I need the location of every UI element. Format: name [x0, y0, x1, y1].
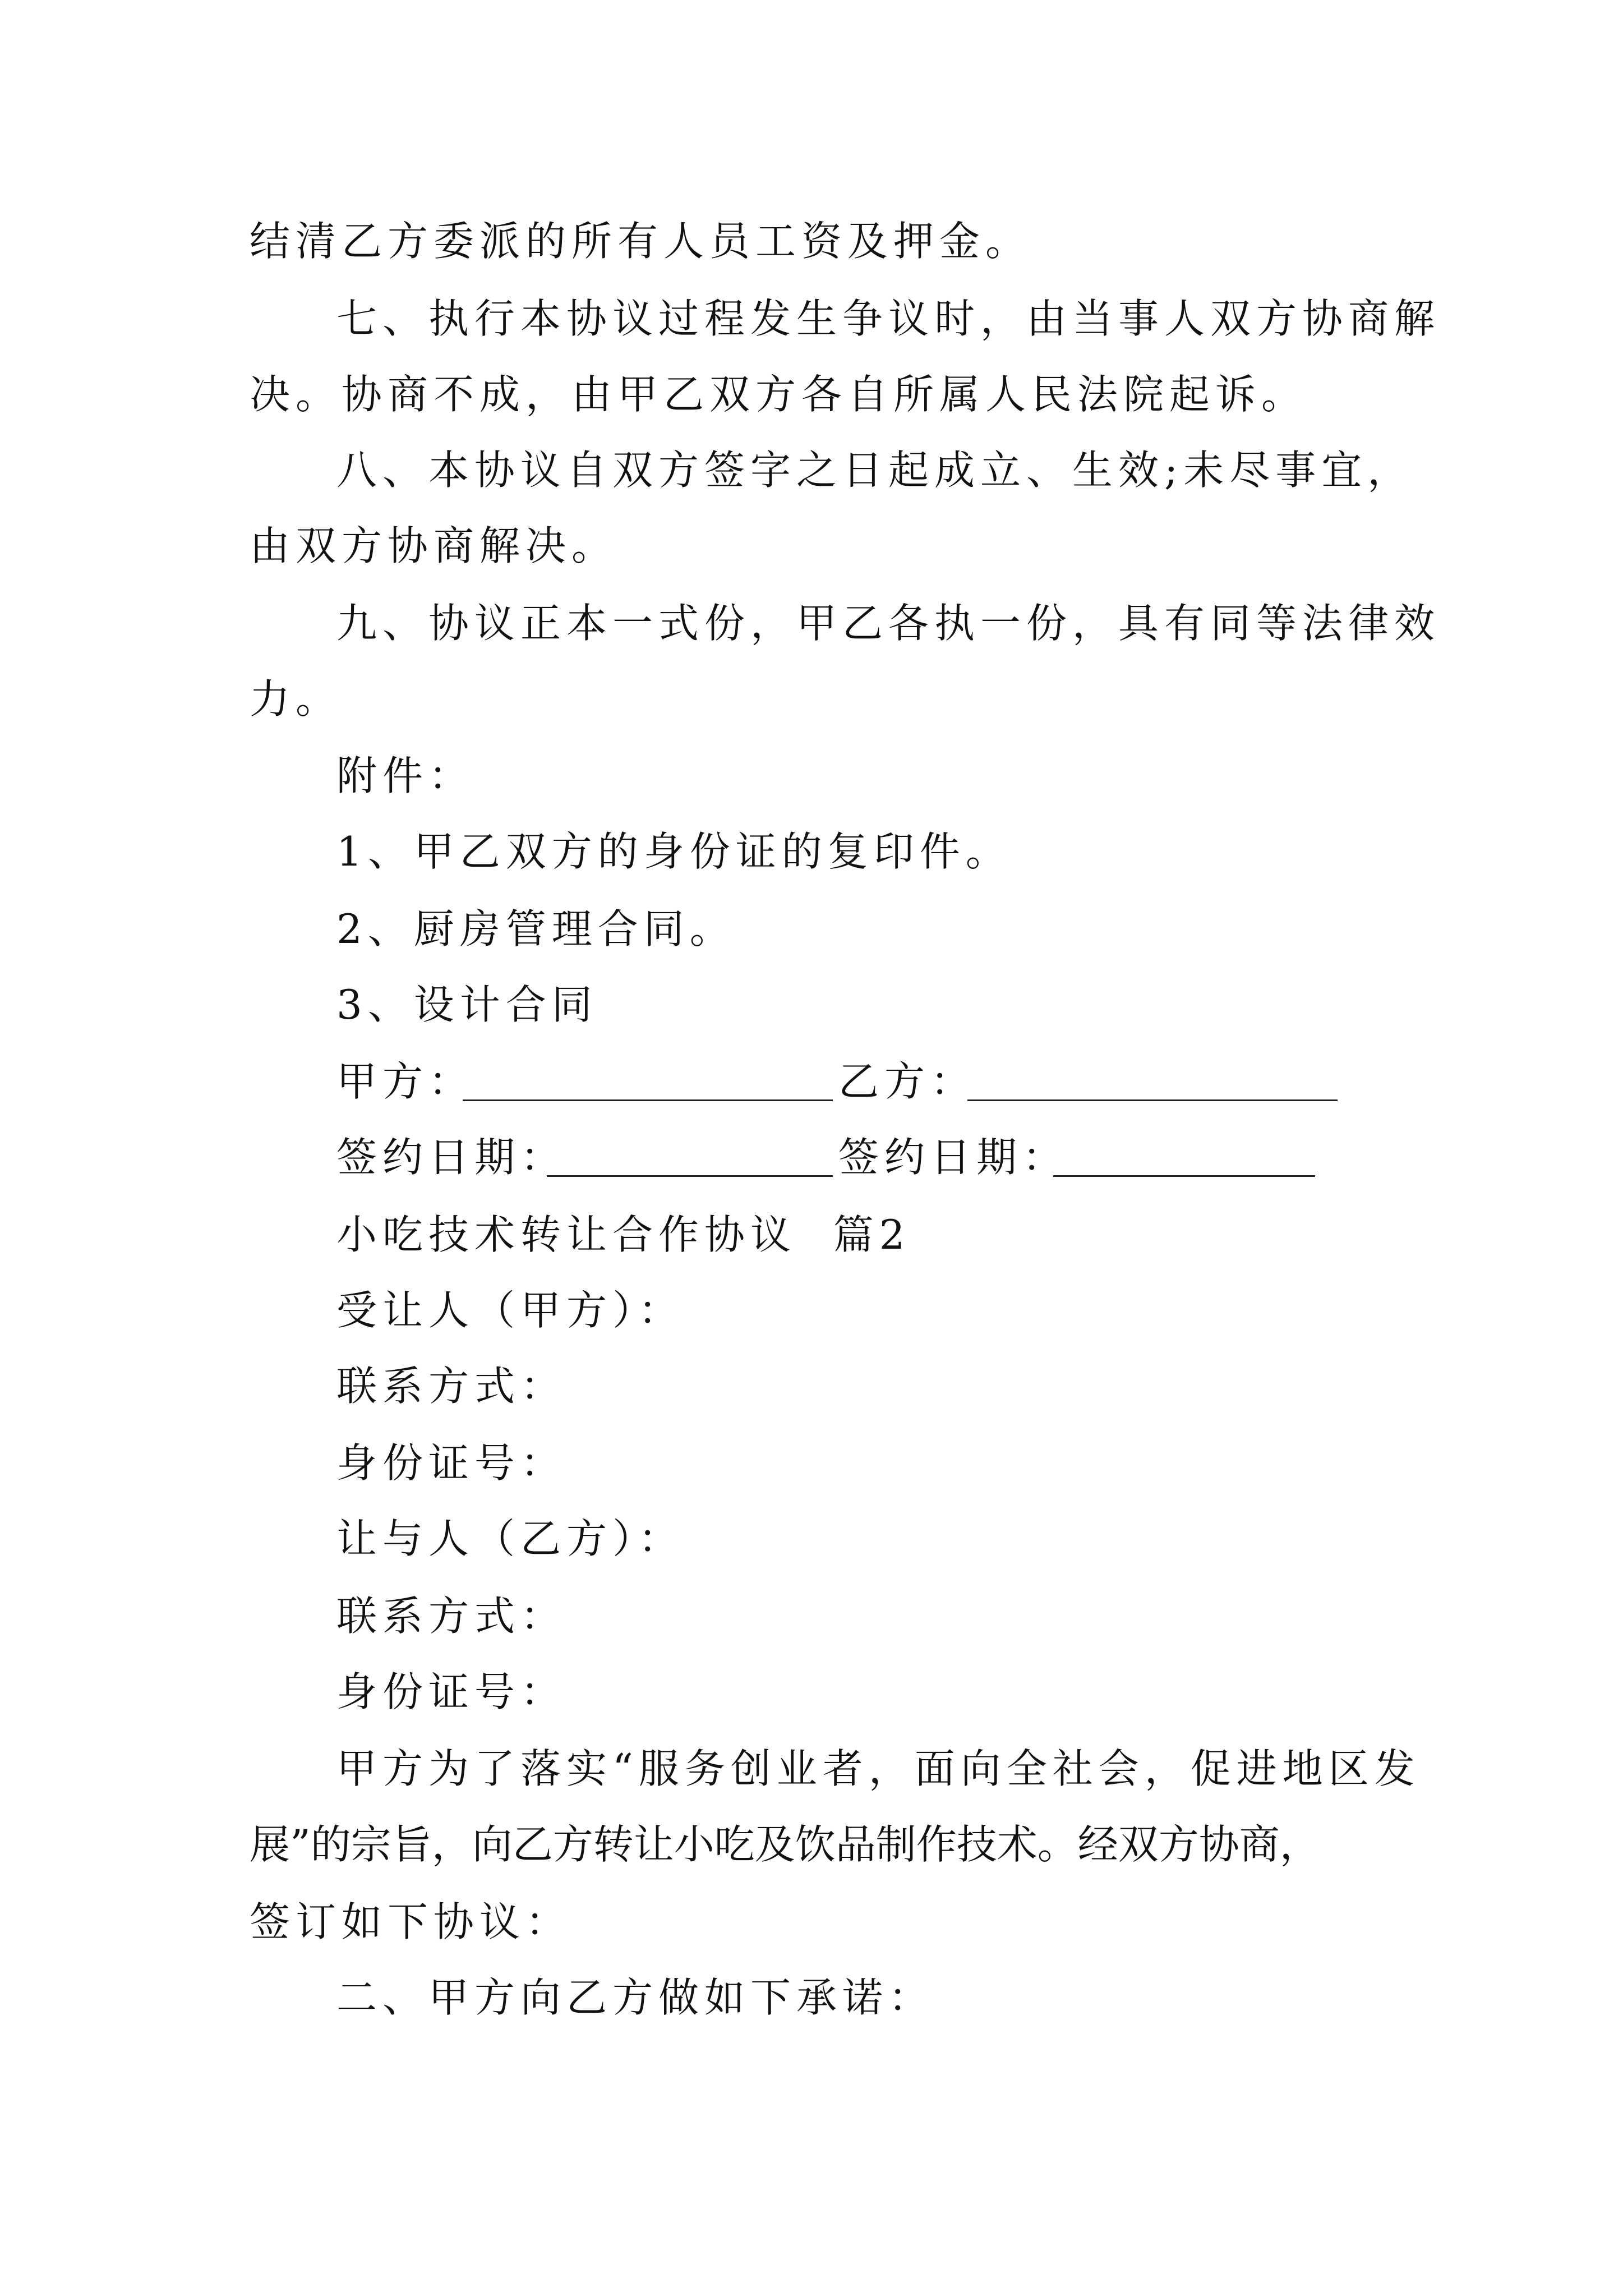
clause-7-line-2: 决。协商不成，由甲乙双方各自所属人民法院起诉。 [250, 371, 1308, 418]
transferor-contact-label: 联系方式： [336, 1593, 567, 1640]
attachment-item-2: 2、厨房管理合同。 [336, 905, 736, 953]
date-a-label: 签约日期： [336, 1134, 567, 1181]
party-b-label: 乙方： [838, 1058, 977, 1105]
preamble-line-2: 展”的宗旨，向乙方转让小吃及饮品制作技术。经双方协商， [250, 1821, 1320, 1868]
attachment-item-1: 1、甲乙双方的身份证的复印件。 [336, 828, 1012, 875]
party-a-blank [463, 1099, 833, 1101]
preamble-line-1: 甲方为了落实“服务创业者，面向全社会，促进地区发 [336, 1745, 1421, 1792]
date-a-blank [547, 1175, 833, 1177]
date-b-blank [1053, 1175, 1315, 1177]
clause-2-heading: 二、甲方向乙方做如下承诺： [336, 1974, 935, 2021]
clause-9-line-2: 力。 [250, 675, 342, 723]
transferor-label: 让与人（乙方）： [336, 1515, 685, 1562]
transferor-id-label: 身份证号： [336, 1668, 567, 1715]
transferee-id-label: 身份证号： [336, 1439, 567, 1487]
paragraph-line: 结清乙方委派的所有人员工资及押金。 [250, 218, 1032, 265]
date-b-label: 签约日期： [838, 1134, 1069, 1181]
clause-7-line-1: 七、执行本协议过程发生争议时，由当事人双方协商解 [336, 295, 1441, 342]
party-b-blank [967, 1099, 1338, 1101]
attachments-heading: 附件： [336, 752, 475, 799]
transferee-contact-label: 联系方式： [336, 1363, 567, 1410]
preamble-line-3: 签订如下协议： [250, 1898, 572, 1945]
clause-8-line-2: 由双方协商解决。 [250, 522, 618, 569]
clause-9-line-1: 九、协议正本一式份，甲乙各执一份，具有同等法律效 [336, 600, 1441, 647]
transferee-label: 受让人（甲方）： [336, 1287, 685, 1334]
party-a-label: 甲方： [336, 1058, 475, 1105]
section-title: 小吃技术转让合作协议 篇2 [336, 1211, 911, 1258]
clause-8-line-1: 八、本协议自双方签字之日起成立、生效;未尽事宜， [336, 447, 1414, 494]
attachment-item-3: 3、设计合同 [336, 981, 598, 1028]
